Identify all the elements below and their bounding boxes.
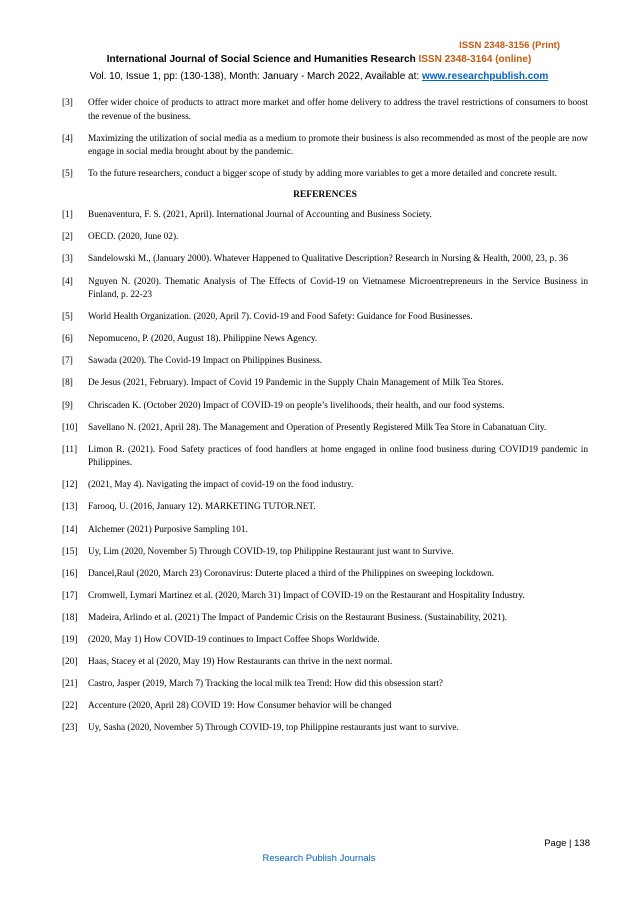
reference-item-text: Farooq, U. (2016, January 12). MARKETING TUTOR.NET. <box>88 502 316 513</box>
page-content <box>62 97 588 744</box>
reference-item <box>62 700 588 714</box>
reference-item-number: [6] <box>62 334 73 345</box>
reference-item-number: [16] <box>62 568 78 579</box>
volume-info: Vol. 10, Issue 1, pp: (130-138), Month: January - March 2022, Available at: <box>89 71 420 82</box>
recommendation-item <box>62 97 588 124</box>
reference-item-number: [13] <box>62 502 78 513</box>
reference-item-number: [14] <box>62 524 78 535</box>
reference-item-number: [3] <box>62 254 73 265</box>
reference-item-text: Cromwell, Lymari Martinez et al. (2020, March 31) Impact of COVID-19 on the Restaurant and Hospitality Industry. <box>88 590 525 601</box>
issn-online: ISSN 2348-3164 (online) <box>418 54 532 65</box>
reference-item-text: Castro, Jasper (2019, March 7) Tracking the local milk tea Trend: How did this obsession start? <box>88 679 444 690</box>
recommendation-item-number: [3] <box>62 98 73 108</box>
journal-title-line <box>0 54 638 65</box>
reference-item-text: (2020, May 1) How COVID-19 continues to Impact Coffee Shops Worldwide. <box>88 634 380 645</box>
reference-item-text: Sandelowski M., (January 2000). Whatever Happened to Qualitative Description? Research in Nursing & Health, 2000, 23, p. 36 <box>88 254 569 265</box>
page-header <box>0 0 638 90</box>
reference-item-number: [23] <box>62 723 78 734</box>
recommendation-item-number: [4] <box>62 133 73 144</box>
page-number: Page | 138 <box>544 838 590 849</box>
reference-item-text: World Health Organization. (2020, April 7). Covid-19 and Food Safety: Guidance for Food Businesses. <box>88 312 473 323</box>
reference-item-text: Buenaventura, F. S. (2021, April). International Journal of Accounting and Business Society. <box>88 210 432 221</box>
reference-item-text: Chriscaden K. (October 2020) Impact of COVID-19 on people’s livelihoods, their health, and our food systems. <box>88 400 505 411</box>
volume-line <box>0 71 638 82</box>
reference-item-text: Sawada (2020). The Covid-19 Impact on Philippines Business. <box>88 356 323 367</box>
reference-item-text: Nguyen N. (2020). Thematic Analysis of The Effects of Covid-19 on Vietnamese Microentrepreneurs in the Service Business in Finland, p. 22-23 <box>88 276 588 301</box>
reference-item <box>62 479 588 493</box>
reference-item-text: Uy, Sasha (2020, November 5) Through COVID-19, top Philippine restaurants just want to survive. <box>88 723 459 734</box>
reference-item <box>62 400 588 414</box>
recommendations-list <box>62 97 588 182</box>
reference-item-number: [19] <box>62 634 78 645</box>
reference-item-text: Savellano N. (2021, April 28). The Management and Operation of Presently Registered Milk Tea Store in Cabanatuan City. <box>88 422 547 433</box>
reference-item-number: [8] <box>62 378 73 389</box>
reference-item <box>62 355 588 369</box>
reference-item-text: Dancel,Raul (2020, March 23) Coronavirus: Duterte placed a third of the Philippines on sweeping lockdown. <box>88 568 495 579</box>
reference-item-number: [21] <box>62 679 78 690</box>
reference-item <box>62 501 588 515</box>
reference-item <box>62 590 588 604</box>
reference-item <box>62 333 588 347</box>
reference-item-text: Nepomuceno, P. (2020, August 18). Philippine News Agency. <box>88 334 318 345</box>
reference-item <box>62 377 588 391</box>
reference-item <box>62 444 588 471</box>
recommendation-item-number: [5] <box>62 169 73 180</box>
reference-item <box>62 568 588 582</box>
reference-item-number: [18] <box>62 612 78 623</box>
reference-item-number: [22] <box>62 701 78 712</box>
website-link[interactable]: www.researchpublish.com <box>421 71 549 82</box>
reference-item-text: Accenture (2020, April 28) COVID 19: How Consumer behavior will be changed <box>88 701 392 712</box>
reference-item <box>62 678 588 692</box>
reference-item-number: [20] <box>62 657 78 668</box>
reference-item-number: [9] <box>62 400 73 411</box>
recommendation-item-text: Maximizing the utilization of social media as a medium to promote their business is also recommended as most of the people are now engage in social media brought about by the pandemic. <box>88 133 588 158</box>
reference-item <box>62 656 588 670</box>
reference-item-text: Haas, Stacey et al (2020, May 19) How Restaurants can thrive in the next normal. <box>88 657 393 668</box>
references-heading: REFERENCES <box>293 190 357 201</box>
reference-item-number: [7] <box>62 356 73 367</box>
reference-item-number: [4] <box>62 276 73 287</box>
reference-item-number: [10] <box>62 422 78 433</box>
issn-print: ISSN 2348-3156 (Print) <box>459 40 560 51</box>
reference-item-number: [12] <box>62 480 78 491</box>
reference-item <box>62 612 588 626</box>
reference-item <box>62 253 588 267</box>
reference-item-text: De Jesus (2021, February). Impact of Covid 19 Pandemic in the Supply Chain Management of Milk Tea Stores. <box>88 378 504 389</box>
references-list <box>62 209 588 736</box>
reference-item <box>62 209 588 223</box>
reference-item-number: [15] <box>62 546 78 557</box>
reference-item-text: Alchemer (2021) Purposive Sampling 101. <box>88 524 248 535</box>
reference-item-number: [5] <box>62 312 73 323</box>
recommendation-item <box>62 133 588 160</box>
footer-publisher[interactable]: Research Publish Journals <box>262 853 376 864</box>
reference-item <box>62 231 588 245</box>
recommendation-item-text: To the future researchers, conduct a bigger scope of study by adding more variables to get a more detailed and concrete result. <box>88 169 557 180</box>
reference-item <box>62 311 588 325</box>
recommendation-item <box>62 168 588 182</box>
recommendation-item-text: Offer wider choice of products to attract more market and offer home delivery to address the travel restrictions of consumers to boost the revenue of the business. <box>88 98 588 122</box>
reference-item <box>62 546 588 560</box>
reference-item-text: (2021, May 4). Navigating the impact of covid-19 on the food industry. <box>88 480 354 491</box>
reference-item-number: [11] <box>62 444 78 455</box>
reference-item-number: [2] <box>62 232 73 243</box>
reference-item-text: Limon R. (2021). Food Safety practices of food handlers at home engaged in online food business during COVID19 pandemic in Philippines. <box>88 444 588 469</box>
reference-item-number: [17] <box>62 590 78 601</box>
reference-item <box>62 276 588 303</box>
reference-item-number: [1] <box>62 210 73 221</box>
journal-title: International Journal of Social Science and Humanities Research <box>106 54 416 65</box>
reference-item-text: Uy, Lim (2020, November 5) Through COVID-19, top Philippine Restaurant just want to Survive. <box>88 546 454 557</box>
reference-item <box>62 422 588 436</box>
reference-item-text: Madeira, Arlindo et al. (2021) The Impact of Pandemic Crisis on the Restaurant Business. (Sustainability, 2021). <box>88 612 508 623</box>
reference-item-text: OECD. (2020, June 02). <box>88 232 179 243</box>
reference-item <box>62 634 588 648</box>
reference-item <box>62 524 588 538</box>
reference-item <box>62 722 588 736</box>
